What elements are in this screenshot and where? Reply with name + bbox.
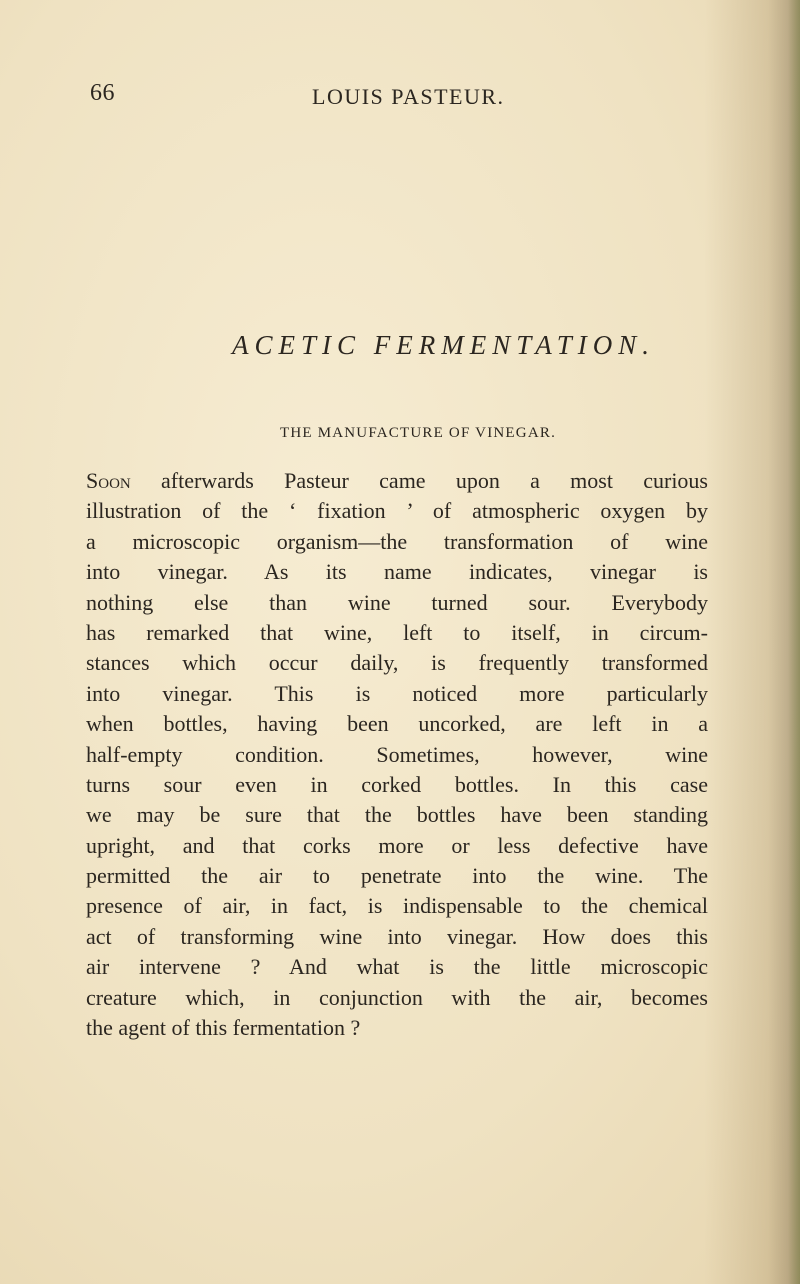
text-line: into vinegar. This is noticed more particularly — [86, 680, 708, 706]
page-number: 66 — [90, 80, 115, 106]
text-line: we may be sure that the bottles have been standing — [86, 802, 708, 828]
body-paragraph — [86, 466, 708, 1043]
text-line: stances which occur daily, is frequently transformed — [86, 650, 708, 676]
text-line: creature which, in conjunction with the air, becomes — [86, 984, 708, 1010]
chapter-subtitle: THE MANUFACTURE OF VINEGAR. — [280, 425, 557, 441]
text-line: permitted the air to penetrate into the wine. The — [86, 863, 708, 889]
text-line: upright, and that corks more or less defective have — [86, 832, 708, 858]
text-line: air intervene ? And what is the little microscopic — [86, 954, 708, 980]
page-edge — [788, 0, 800, 1284]
text-line: has remarked that wine, left to itself, in circum- — [86, 619, 708, 645]
text-line: presence of air, in fact, is indispensable to the chemical — [86, 893, 708, 919]
text-line: the agent of this fermentation ? — [86, 1015, 361, 1041]
text-line: nothing else than wine turned sour. Everybody — [86, 589, 708, 615]
text-line: turns sour even in corked bottles. In this case — [86, 771, 708, 797]
text-line: a microscopic organism—the transformation of wine — [86, 528, 708, 554]
text-line: Soon afterwards Pasteur came upon a most curious — [86, 468, 708, 493]
text-line: when bottles, having been uncorked, are left in a — [86, 711, 708, 737]
text-line: act of transforming wine into vinegar. How does this — [86, 923, 708, 949]
text-line: illustration of the ‘ fixation ’ of atmospheric oxygen by — [86, 498, 708, 524]
running-head: LOUIS PASTEUR. — [312, 84, 505, 109]
text-line: half-empty condition. Sometimes, however, wine — [86, 741, 708, 767]
chapter-title: ACETIC FERMENTATION. — [232, 330, 655, 360]
page-header — [0, 80, 800, 120]
text-line: into vinegar. As its name indicates, vinegar is — [86, 559, 708, 585]
